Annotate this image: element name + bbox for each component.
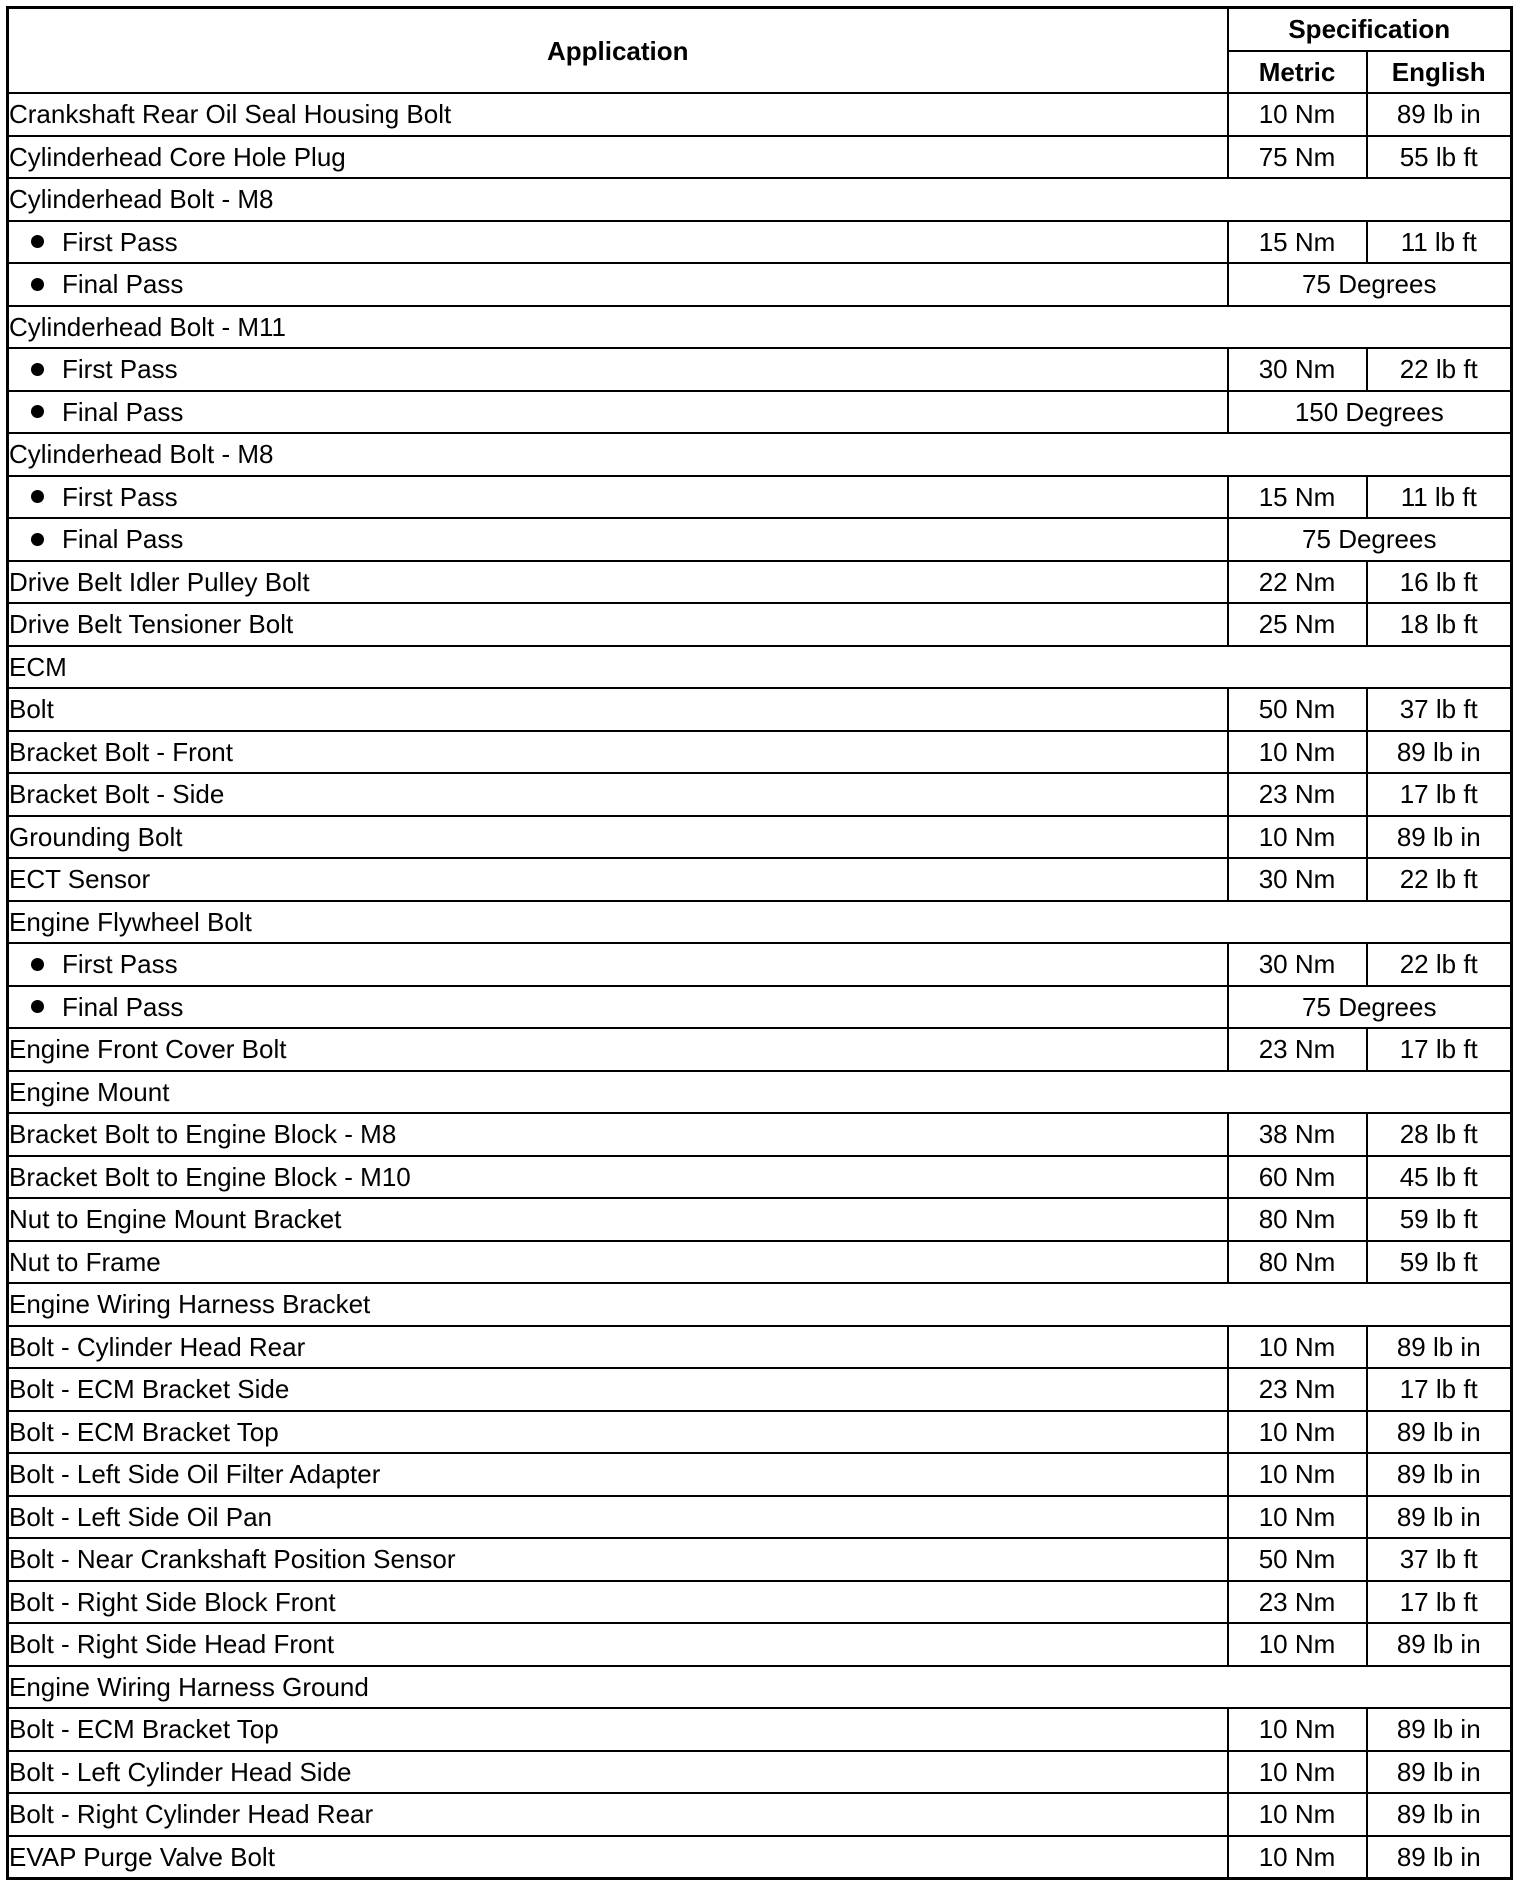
spec-value-cell: 75 Degrees xyxy=(1228,986,1512,1029)
application-label: Bolt - Left Side Oil Pan xyxy=(9,1501,273,1532)
table-row xyxy=(8,1411,1512,1454)
table-row xyxy=(8,1836,1512,1879)
application-label: Nut to Frame xyxy=(9,1246,161,1277)
english-cell: 89 lb in xyxy=(1367,93,1512,136)
application-cell xyxy=(8,1028,1228,1071)
application-label: Bracket Bolt to Engine Block - M8 xyxy=(9,1119,397,1150)
torque-spec-table-container xyxy=(6,6,1513,1880)
application-cell xyxy=(8,93,1228,136)
english-cell: 89 lb in xyxy=(1367,1453,1512,1496)
metric-header: Metric xyxy=(1228,51,1367,94)
specification-header: Specification xyxy=(1228,8,1512,51)
table-row xyxy=(8,1793,1512,1836)
application-label: Cylinderhead Bolt - M11 xyxy=(9,311,286,342)
application-label: Final Pass xyxy=(62,524,184,555)
application-label: Bolt - ECM Bracket Top xyxy=(9,1714,279,1745)
metric-cell: 60 Nm xyxy=(1228,1156,1367,1199)
application-cell xyxy=(8,1623,1228,1666)
bullet-icon xyxy=(31,363,44,376)
english-cell: 89 lb in xyxy=(1367,1623,1512,1666)
metric-cell: 38 Nm xyxy=(1228,1113,1367,1156)
application-label: ECM xyxy=(9,651,67,682)
header-row-1 xyxy=(8,8,1512,51)
table-row xyxy=(8,1241,1512,1284)
table-row xyxy=(8,603,1512,646)
application-cell xyxy=(8,1538,1228,1581)
metric-cell: 80 Nm xyxy=(1228,1241,1367,1284)
metric-cell: 10 Nm xyxy=(1228,1708,1367,1751)
table-row xyxy=(8,1496,1512,1539)
metric-cell: 10 Nm xyxy=(1228,1751,1367,1794)
table-row xyxy=(8,688,1512,731)
spec-value-cell: 150 Degrees xyxy=(1228,391,1512,434)
blank-spec-cell xyxy=(1228,178,1512,221)
application-cell xyxy=(8,1198,1228,1241)
application-label: Cylinderhead Bolt - M8 xyxy=(9,439,274,470)
application-label: Grounding Bolt xyxy=(9,821,183,852)
application-label: Drive Belt Tensioner Bolt xyxy=(9,609,294,640)
application-label: Bolt - Right Side Block Front xyxy=(9,1586,336,1617)
table-row xyxy=(8,136,1512,179)
english-cell: 28 lb ft xyxy=(1367,1113,1512,1156)
bullet-icon xyxy=(31,235,44,248)
application-cell xyxy=(8,518,1228,561)
metric-cell: 30 Nm xyxy=(1228,858,1367,901)
english-cell: 89 lb in xyxy=(1367,1751,1512,1794)
english-cell: 17 lb ft xyxy=(1367,1581,1512,1624)
application-cell xyxy=(8,731,1228,774)
application-label: ECT Sensor xyxy=(9,864,151,895)
english-cell: 55 lb ft xyxy=(1367,136,1512,179)
application-label: Final Pass xyxy=(62,991,184,1022)
application-label: Bolt - ECM Bracket Top xyxy=(9,1416,279,1447)
application-label: Bolt - Cylinder Head Rear xyxy=(9,1331,306,1362)
metric-cell: 15 Nm xyxy=(1228,476,1367,519)
application-cell xyxy=(8,1156,1228,1199)
english-cell: 18 lb ft xyxy=(1367,603,1512,646)
english-cell: 17 lb ft xyxy=(1367,1368,1512,1411)
group-heading-cell xyxy=(8,646,1228,689)
bullet-icon xyxy=(31,1000,44,1013)
table-row xyxy=(8,476,1512,519)
application-label: Engine Front Cover Bolt xyxy=(9,1034,287,1065)
table-row xyxy=(8,178,1512,221)
application-label: Cylinderhead Bolt - M8 xyxy=(9,184,274,215)
group-heading-cell xyxy=(8,178,1228,221)
table-row xyxy=(8,221,1512,264)
english-cell: 59 lb ft xyxy=(1367,1198,1512,1241)
table-row xyxy=(8,306,1512,349)
application-label: Final Pass xyxy=(62,396,184,427)
application-cell xyxy=(8,773,1228,816)
table-row xyxy=(8,816,1512,859)
english-cell: 11 lb ft xyxy=(1367,476,1512,519)
application-cell xyxy=(8,1411,1228,1454)
application-label: Crankshaft Rear Oil Seal Housing Bolt xyxy=(9,99,452,130)
english-cell: 22 lb ft xyxy=(1367,943,1512,986)
application-label: Bracket Bolt - Front xyxy=(9,736,233,767)
table-row xyxy=(8,348,1512,391)
metric-cell: 75 Nm xyxy=(1228,136,1367,179)
table-row xyxy=(8,1623,1512,1666)
group-heading-cell xyxy=(8,433,1228,476)
application-cell xyxy=(8,986,1228,1029)
metric-cell: 23 Nm xyxy=(1228,1368,1367,1411)
application-cell xyxy=(8,1453,1228,1496)
table-row xyxy=(8,1581,1512,1624)
blank-spec-cell xyxy=(1228,306,1512,349)
application-cell xyxy=(8,136,1228,179)
english-cell: 37 lb ft xyxy=(1367,688,1512,731)
table-row xyxy=(8,1751,1512,1794)
table-row xyxy=(8,1283,1512,1326)
metric-cell: 10 Nm xyxy=(1228,1496,1367,1539)
blank-spec-cell xyxy=(1228,433,1512,476)
metric-cell: 50 Nm xyxy=(1228,1538,1367,1581)
application-label: Bolt xyxy=(9,694,54,725)
application-cell xyxy=(8,1241,1228,1284)
english-cell: 22 lb ft xyxy=(1367,858,1512,901)
metric-cell: 25 Nm xyxy=(1228,603,1367,646)
application-cell xyxy=(8,263,1228,306)
table-row xyxy=(8,391,1512,434)
application-label: Bolt - Right Side Head Front xyxy=(9,1629,335,1660)
blank-spec-cell xyxy=(1228,1071,1512,1114)
application-cell xyxy=(8,858,1228,901)
application-cell xyxy=(8,348,1228,391)
table-row xyxy=(8,1198,1512,1241)
metric-cell: 30 Nm xyxy=(1228,348,1367,391)
metric-cell: 10 Nm xyxy=(1228,816,1367,859)
table-row xyxy=(8,731,1512,774)
metric-cell: 23 Nm xyxy=(1228,1581,1367,1624)
application-label: First Pass xyxy=(62,481,178,512)
application-cell xyxy=(8,1368,1228,1411)
table-row xyxy=(8,1453,1512,1496)
table-row xyxy=(8,986,1512,1029)
application-cell xyxy=(8,1708,1228,1751)
metric-cell: 23 Nm xyxy=(1228,773,1367,816)
blank-spec-cell xyxy=(1228,901,1512,944)
bullet-icon xyxy=(31,405,44,418)
group-heading-cell xyxy=(8,1283,1228,1326)
english-cell: 17 lb ft xyxy=(1367,1028,1512,1071)
spec-value-cell: 75 Degrees xyxy=(1228,263,1512,306)
blank-spec-cell xyxy=(1228,1283,1512,1326)
metric-cell: 80 Nm xyxy=(1228,1198,1367,1241)
application-cell xyxy=(8,391,1228,434)
group-heading-cell xyxy=(8,1071,1228,1114)
table-row xyxy=(8,1071,1512,1114)
application-label: Engine Mount xyxy=(9,1076,170,1107)
english-cell: 89 lb in xyxy=(1367,1708,1512,1751)
table-row xyxy=(8,901,1512,944)
english-cell: 89 lb in xyxy=(1367,1411,1512,1454)
application-cell xyxy=(8,1793,1228,1836)
table-row xyxy=(8,93,1512,136)
table-row xyxy=(8,1028,1512,1071)
application-label: EVAP Purge Valve Bolt xyxy=(9,1841,275,1872)
application-label: Bolt - Left Cylinder Head Side xyxy=(9,1756,352,1787)
english-cell: 37 lb ft xyxy=(1367,1538,1512,1581)
application-cell xyxy=(8,561,1228,604)
application-label: First Pass xyxy=(62,354,178,385)
application-label: Bolt - Near Crankshaft Position Sensor xyxy=(9,1544,456,1575)
english-header: English xyxy=(1367,51,1512,94)
english-cell: 22 lb ft xyxy=(1367,348,1512,391)
application-label: Engine Wiring Harness Ground xyxy=(9,1671,369,1702)
english-cell: 89 lb in xyxy=(1367,1496,1512,1539)
application-cell xyxy=(8,1751,1228,1794)
group-heading-cell xyxy=(8,1666,1228,1709)
english-cell: 59 lb ft xyxy=(1367,1241,1512,1284)
english-cell: 89 lb in xyxy=(1367,1836,1512,1879)
bullet-icon xyxy=(31,533,44,546)
metric-cell: 10 Nm xyxy=(1228,731,1367,774)
table-row xyxy=(8,518,1512,561)
application-label: Final Pass xyxy=(62,269,184,300)
bullet-icon xyxy=(31,958,44,971)
table-row xyxy=(8,943,1512,986)
blank-spec-cell xyxy=(1228,1666,1512,1709)
english-cell: 89 lb in xyxy=(1367,731,1512,774)
application-cell xyxy=(8,603,1228,646)
table-row xyxy=(8,263,1512,306)
metric-cell: 15 Nm xyxy=(1228,221,1367,264)
english-cell: 11 lb ft xyxy=(1367,221,1512,264)
metric-cell: 10 Nm xyxy=(1228,93,1367,136)
application-cell xyxy=(8,1326,1228,1369)
bullet-icon xyxy=(31,490,44,503)
application-cell xyxy=(8,1113,1228,1156)
table-row xyxy=(8,1156,1512,1199)
metric-cell: 10 Nm xyxy=(1228,1836,1367,1879)
metric-cell: 10 Nm xyxy=(1228,1453,1367,1496)
group-heading-cell xyxy=(8,901,1228,944)
english-cell: 89 lb in xyxy=(1367,816,1512,859)
metric-cell: 23 Nm xyxy=(1228,1028,1367,1071)
english-cell: 89 lb in xyxy=(1367,1793,1512,1836)
application-cell xyxy=(8,943,1228,986)
table-row xyxy=(8,1708,1512,1751)
english-cell: 17 lb ft xyxy=(1367,773,1512,816)
group-heading-cell xyxy=(8,306,1228,349)
application-cell xyxy=(8,476,1228,519)
application-label: Bolt - Left Side Oil Filter Adapter xyxy=(9,1459,381,1490)
application-label: Bolt - ECM Bracket Side xyxy=(9,1374,290,1405)
application-label: Cylinderhead Core Hole Plug xyxy=(9,141,346,172)
english-cell: 16 lb ft xyxy=(1367,561,1512,604)
application-label: Bracket Bolt - Side xyxy=(9,779,225,810)
application-label: Engine Flywheel Bolt xyxy=(9,906,252,937)
table-row xyxy=(8,646,1512,689)
metric-cell: 22 Nm xyxy=(1228,561,1367,604)
metric-cell: 50 Nm xyxy=(1228,688,1367,731)
application-header: Application xyxy=(8,8,1228,94)
table-row xyxy=(8,1666,1512,1709)
table-row xyxy=(8,858,1512,901)
application-label: First Pass xyxy=(62,949,178,980)
table-body xyxy=(8,93,1512,1879)
english-cell: 89 lb in xyxy=(1367,1326,1512,1369)
metric-cell: 30 Nm xyxy=(1228,943,1367,986)
application-label: Drive Belt Idler Pulley Bolt xyxy=(9,566,310,597)
application-cell xyxy=(8,1581,1228,1624)
application-cell xyxy=(8,1496,1228,1539)
table-row xyxy=(8,561,1512,604)
application-cell xyxy=(8,688,1228,731)
table-row xyxy=(8,1368,1512,1411)
application-cell xyxy=(8,816,1228,859)
table-row xyxy=(8,1113,1512,1156)
table-row xyxy=(8,1326,1512,1369)
blank-spec-cell xyxy=(1228,646,1512,689)
table-row xyxy=(8,773,1512,816)
application-label: Engine Wiring Harness Bracket xyxy=(9,1289,371,1320)
english-cell: 45 lb ft xyxy=(1367,1156,1512,1199)
table-row xyxy=(8,433,1512,476)
application-label: First Pass xyxy=(62,226,178,257)
application-label: Nut to Engine Mount Bracket xyxy=(9,1204,342,1235)
application-label: Bolt - Right Cylinder Head Rear xyxy=(9,1799,374,1830)
metric-cell: 10 Nm xyxy=(1228,1326,1367,1369)
metric-cell: 10 Nm xyxy=(1228,1411,1367,1454)
spec-value-cell: 75 Degrees xyxy=(1228,518,1512,561)
metric-cell: 10 Nm xyxy=(1228,1623,1367,1666)
metric-cell: 10 Nm xyxy=(1228,1793,1367,1836)
bullet-icon xyxy=(31,278,44,291)
torque-spec-table xyxy=(6,6,1513,1880)
application-label: Bracket Bolt to Engine Block - M10 xyxy=(9,1161,411,1192)
table-row xyxy=(8,1538,1512,1581)
application-cell xyxy=(8,221,1228,264)
application-cell xyxy=(8,1836,1228,1879)
